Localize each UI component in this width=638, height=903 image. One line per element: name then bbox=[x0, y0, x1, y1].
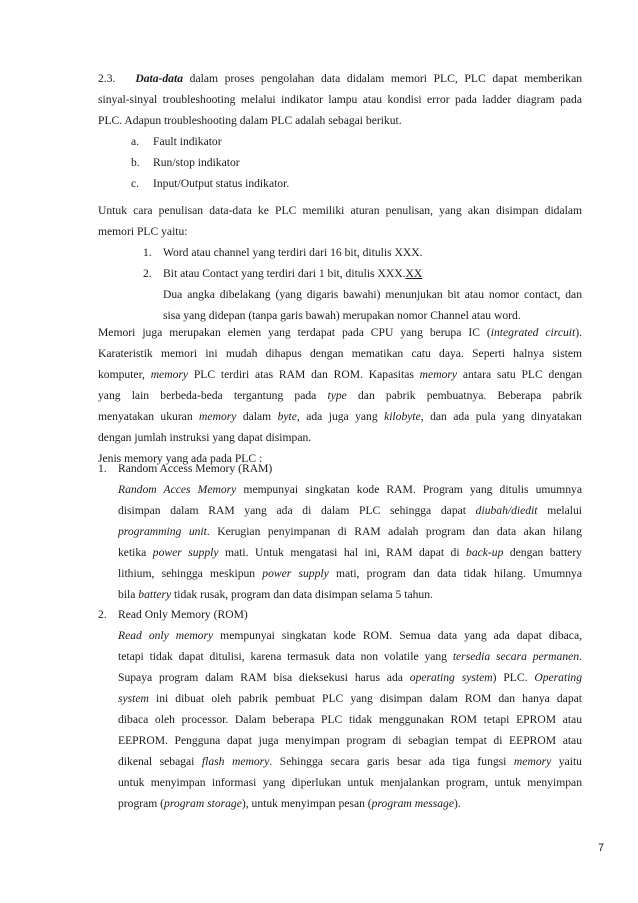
text-run: flash memory bbox=[201, 755, 270, 768]
text-run: . Kerugian penyimpanan di RAM adalah program dan data akan hilang bbox=[206, 525, 582, 538]
text-run: programming unit bbox=[118, 525, 207, 538]
text-run: bila bbox=[118, 588, 136, 601]
rom-body bbox=[118, 625, 582, 814]
text-run: dalam bbox=[242, 410, 272, 423]
text-run: sisa yang didepan (tanpa garis bawah) merupakan nomor Channel atau word. bbox=[163, 309, 521, 322]
text-run: tetapi tidak dapat ditulisi, karena termasuk data non volatile yang bbox=[118, 650, 447, 663]
page-number: 7 bbox=[598, 842, 605, 854]
list-item bbox=[143, 242, 582, 263]
text-run: PLC terdiri atas RAM dan ROM. Kapasitas bbox=[193, 368, 414, 381]
text-run: Operating bbox=[534, 671, 583, 684]
text-run: memory bbox=[419, 368, 458, 381]
text-run: 2. bbox=[98, 608, 107, 621]
text-run: byte bbox=[277, 410, 297, 423]
text-run: , ada juga yang bbox=[296, 410, 378, 423]
text-run: kilobyte bbox=[384, 410, 421, 423]
text-run: Memori juga merupakan elemen yang terdapat pada CPU yang berupa IC ( bbox=[98, 326, 491, 339]
text-run: antara satu PLC dengan bbox=[462, 368, 582, 381]
text-run: Read Only Memory (ROM) bbox=[118, 608, 248, 621]
text-run: Fault indikator bbox=[153, 135, 222, 148]
text-run: Dua angka dibelakang (yang digaris bawahi) menunjukan bit atau nomor contact, dan bbox=[163, 288, 582, 301]
text-run: yaitu bbox=[558, 755, 582, 768]
memory-paragraph bbox=[98, 322, 582, 469]
ram-section bbox=[98, 458, 582, 479]
section-intro-line-3 bbox=[98, 110, 582, 131]
text-run: 2. bbox=[143, 267, 152, 280]
section-intro-line-1 bbox=[98, 68, 582, 89]
text-run: operating system bbox=[409, 671, 493, 684]
text-run: 1. bbox=[143, 246, 152, 259]
section-heading: Data-data bbox=[135, 72, 183, 85]
writing-rules-paragraph bbox=[98, 200, 582, 242]
text-run: dalam proses pengolahan data didalam memori PLC, PLC dapat memberikan bbox=[189, 72, 583, 85]
text-run: sinyal-sinyal troubleshooting melalui indikator lampu atau kondisi error pada ladder diagram pada bbox=[98, 93, 582, 106]
text-run: , dan ada pula yang dinyatakan bbox=[420, 410, 582, 423]
text-run: memory bbox=[513, 755, 552, 768]
text-run: 1. bbox=[98, 462, 107, 475]
writing-note bbox=[143, 284, 582, 326]
list-item bbox=[131, 131, 289, 152]
rom-section bbox=[98, 604, 582, 625]
text-run: lithium, sehingga meskipun bbox=[118, 567, 256, 580]
text-run: disimpan dalam RAM yang ada di dalam PLC sehingga dapat bbox=[118, 504, 466, 517]
text-run: memory bbox=[199, 410, 237, 423]
text-run: system bbox=[118, 692, 149, 705]
ram-body bbox=[118, 479, 582, 605]
list-item bbox=[131, 152, 289, 173]
text-run: program message bbox=[371, 797, 454, 810]
text-run: dan pabrik pembuatnya. Beberapa pabrik bbox=[358, 389, 583, 402]
text-run: Karateristik memori ini mudah dihapus dengan mematikan catu daya. Seperti halnya sistem bbox=[98, 347, 582, 360]
underlined-bits: XX bbox=[405, 267, 423, 280]
troubleshooting-list bbox=[131, 131, 289, 194]
section-2-3 bbox=[98, 68, 582, 131]
writing-rules-list bbox=[143, 242, 582, 326]
text-run: mempunyai singkatan kode RAM. Program yang ditulis umumnya bbox=[243, 483, 582, 496]
text-run: back-up bbox=[466, 546, 504, 559]
text-run: power supply bbox=[262, 567, 329, 580]
text-run: . Sehingga secara garis besar ada tiga fungsi bbox=[269, 755, 507, 768]
text-run: program ( bbox=[118, 797, 165, 810]
text-run: Input/Output status indikator. bbox=[153, 177, 290, 190]
text-run: EEPROM. Pengguna dapat juga menyimpan program di sebagian tempat di EEPROM atau bbox=[118, 734, 582, 747]
text-run: dikenal sebagai bbox=[118, 755, 195, 768]
text-run: ini dibuat oleh pabrik pembuat PLC yang disimpan dalam ROM dan hanya dapat bbox=[155, 692, 582, 705]
list-item bbox=[131, 173, 289, 194]
text-run: ketika bbox=[118, 546, 147, 559]
text-run: diubah/diedit bbox=[475, 504, 538, 517]
text-run: Random Acces Memory bbox=[118, 483, 237, 496]
text-run: power supply bbox=[152, 546, 219, 559]
text-run: Random Access Memory (RAM) bbox=[118, 462, 273, 475]
text-run: Supaya program dalam RAM bisa dieksekusi harus ada bbox=[118, 671, 403, 684]
text-run: komputer, bbox=[98, 368, 145, 381]
text-run: . bbox=[579, 650, 582, 663]
text-run: Jenis memory yang ada pada PLC : bbox=[98, 452, 263, 465]
ram-title bbox=[98, 458, 582, 479]
text-run: dengan battery bbox=[509, 546, 582, 559]
section-number: 2.3. bbox=[98, 72, 116, 85]
text-run: battery bbox=[138, 588, 172, 601]
text-run: dibaca oleh processor. Dalam beberapa PLC tidak menggunakan ROM tetapi EPROM atau bbox=[118, 713, 582, 726]
list-item bbox=[143, 263, 582, 284]
text-run: tersedia secara permanen bbox=[452, 650, 580, 663]
text-run: ), untuk menyimpan pesan ( bbox=[241, 797, 372, 810]
text-run: ). bbox=[575, 326, 582, 339]
text-run: yang lain berbeda-beda tergantung pada bbox=[98, 389, 317, 402]
text-run: Word atau channel yang terdiri dari 16 bit, ditulis XXX. bbox=[163, 246, 423, 259]
text-run: program storage bbox=[164, 797, 242, 810]
section-intro-line-2 bbox=[98, 89, 582, 110]
text-run: memori PLC yaitu: bbox=[98, 225, 188, 238]
text-run: type bbox=[327, 389, 347, 402]
text-run: ) PLC. bbox=[492, 671, 528, 684]
text-run: b. bbox=[131, 156, 140, 169]
text-run: untuk menyimpan informasi yang diperlukan untuk menjalankan program, untuk menyimpan bbox=[118, 776, 582, 789]
text-run: PLC. Adapun troubleshooting dalam PLC adalah sebagai berikut. bbox=[98, 114, 402, 127]
text-run: Run/stop indikator bbox=[153, 156, 240, 169]
text-run: ). bbox=[454, 797, 461, 810]
text-run: c. bbox=[131, 177, 140, 190]
text-run: integrated circuit bbox=[490, 326, 576, 339]
text-run: Read only memory bbox=[118, 629, 214, 642]
rom-title bbox=[98, 604, 582, 625]
text-run: Untuk cara penulisan data-data ke PLC memiliki aturan penulisan, yang akan disimpan didalam bbox=[98, 204, 582, 217]
text-run: menyatakan ukuran bbox=[98, 410, 193, 423]
text-run: mempunyai singkatan kode ROM. Semua data yang ada dapat dibaca, bbox=[220, 629, 582, 642]
text-run: memory bbox=[150, 368, 189, 381]
text-run: Bit atau Contact yang terdiri dari 1 bit, ditulis XXX. bbox=[163, 267, 406, 280]
text-run: a. bbox=[131, 135, 140, 148]
text-run: mati, program dan data tidak hilang. Umumnya bbox=[335, 567, 582, 580]
text-run: mati. Untuk mengatasi hal ini, RAM dapat di bbox=[224, 546, 460, 559]
text-run: tidak rusak, program dan data disimpan selama 5 tahun. bbox=[174, 588, 433, 601]
text-run: dengan jumlah instruksi yang dapat disimpan. bbox=[98, 431, 312, 444]
text-run: melalui bbox=[547, 504, 582, 517]
